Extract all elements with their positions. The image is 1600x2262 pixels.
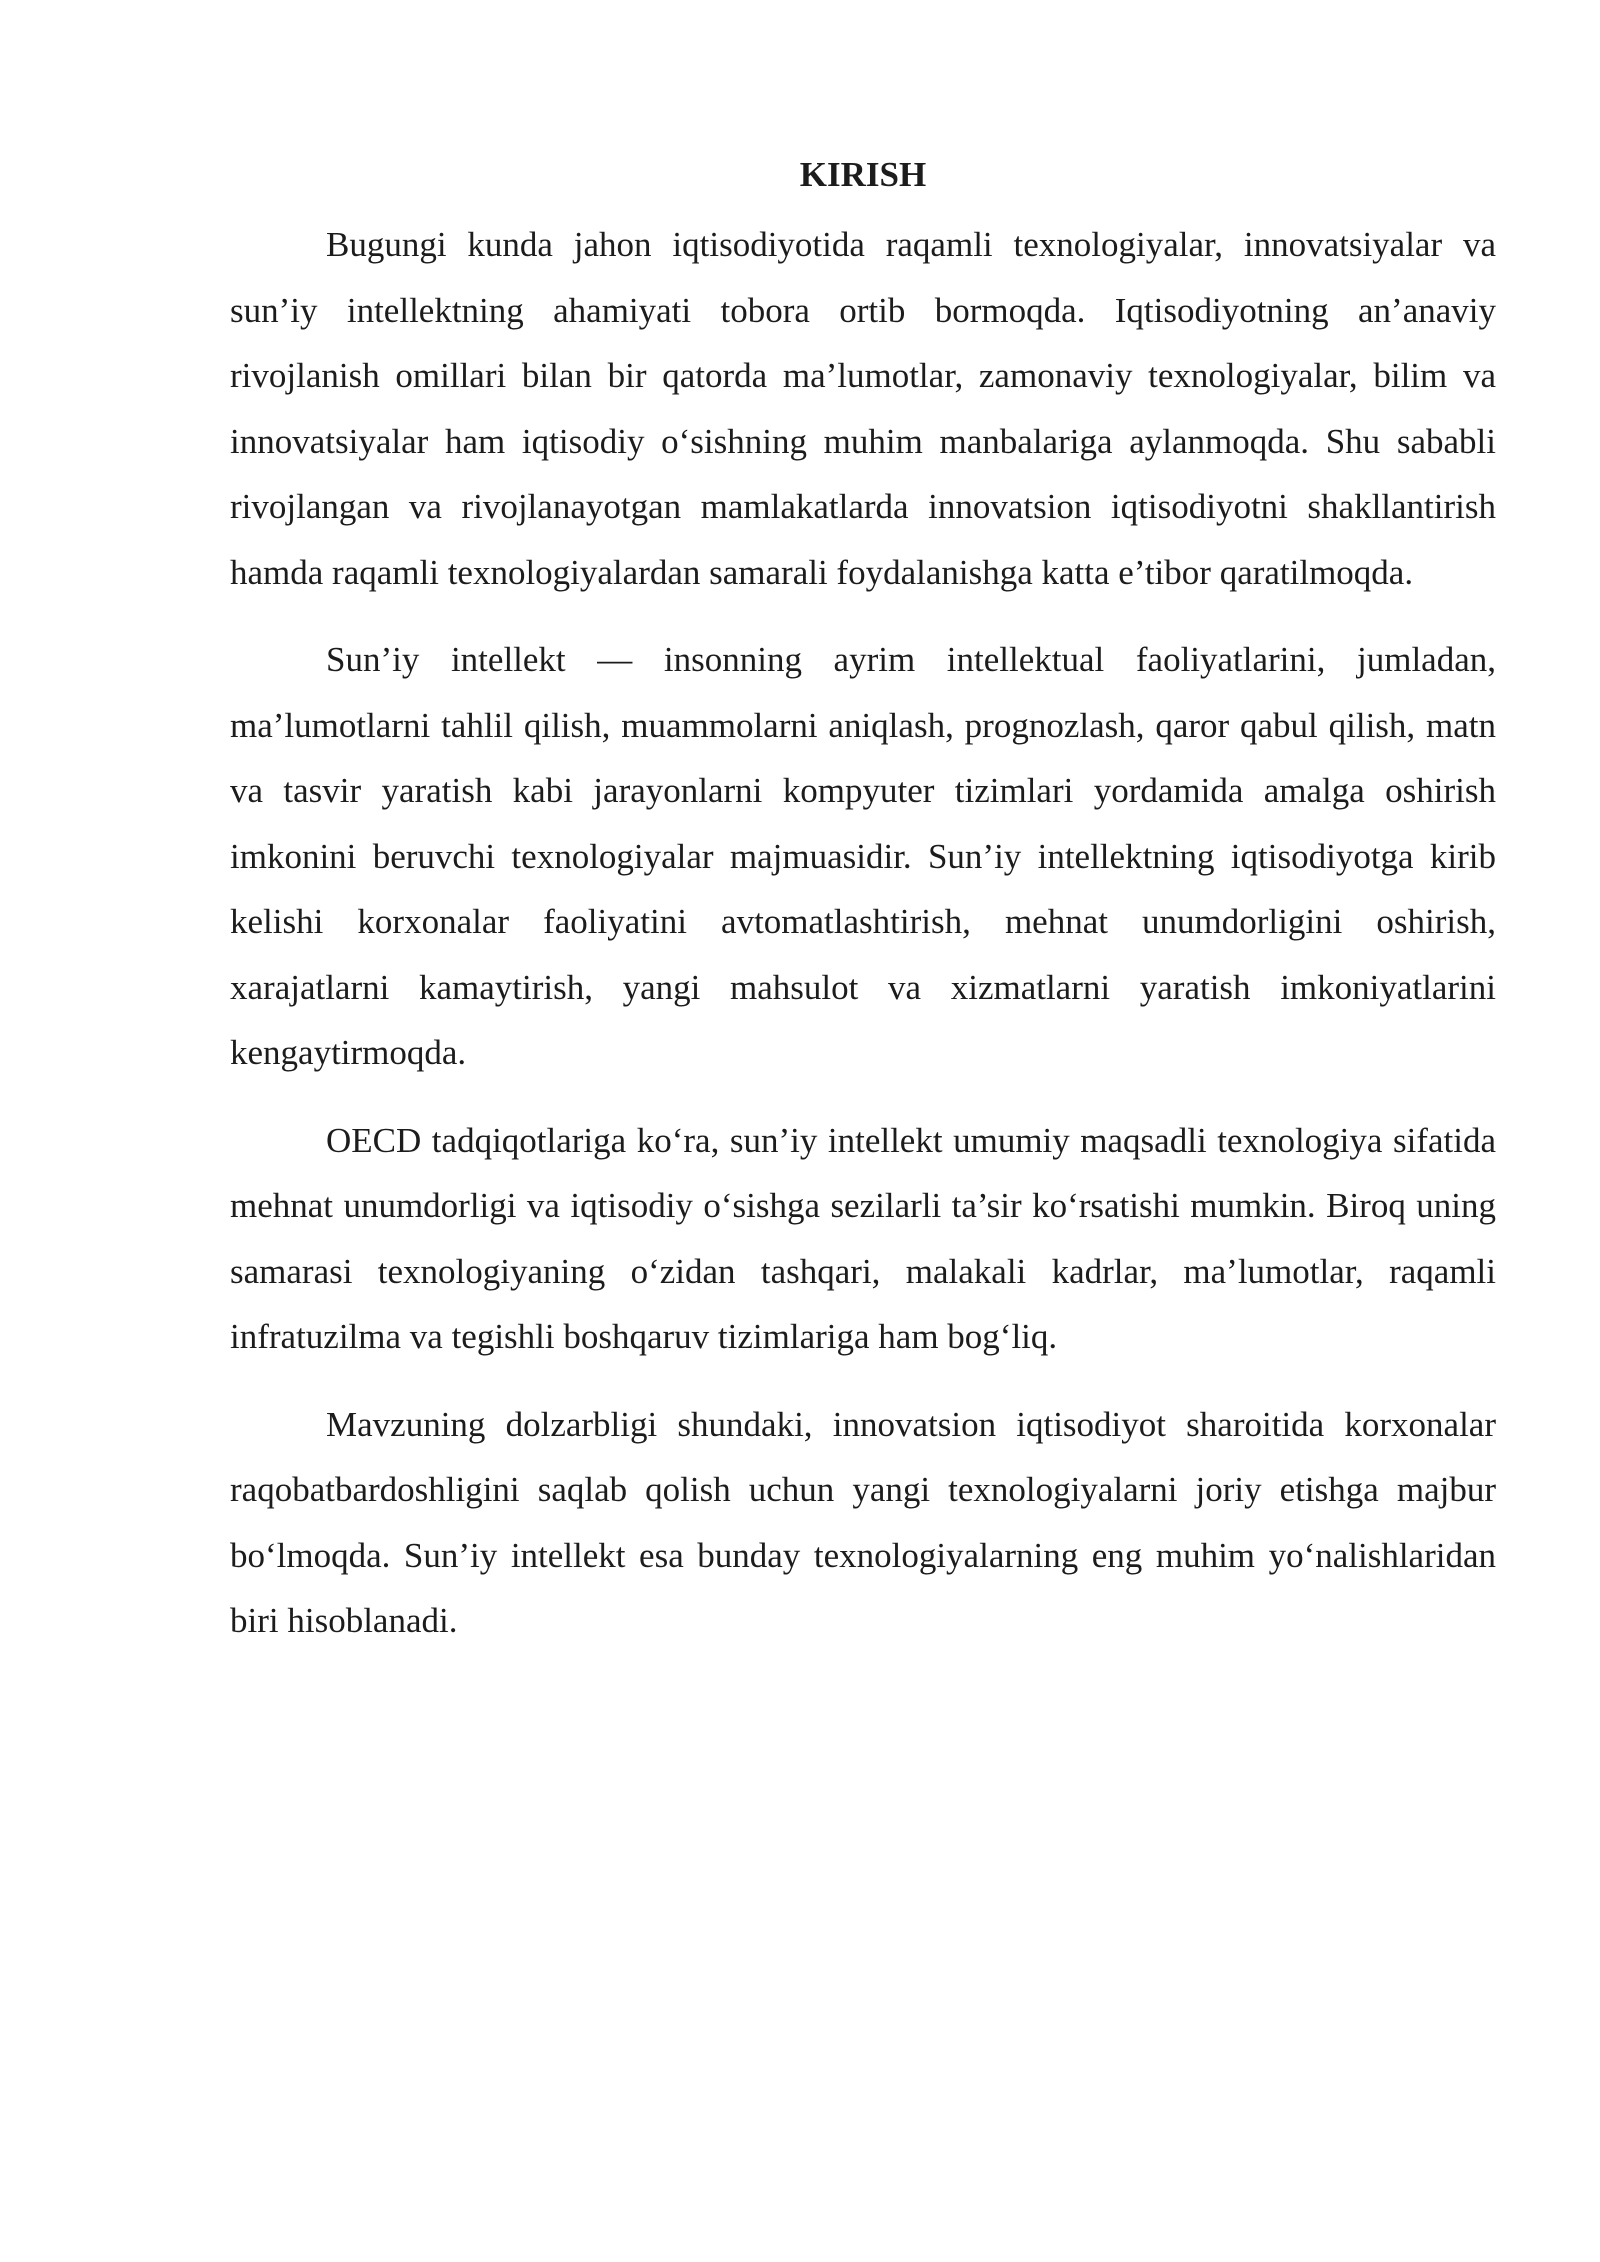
paragraph-2: Sun’iy intellekt — insonning ayrim intellektual faoliyatlarini, jumladan, ma’lumotlarni tahlil qilish, muammolarni aniqlash, prognozlash, qaror qabul qilish, matn va tasvir yaratish kabi jarayonlarni kompyuter tizimlari yordamida amalga oshirish imkonini beruvchi texnologiyalar majmuasidir. Sun’iy intellektning iqtisodiyotga kirib kelishi korxonalar faoliyatini avtomatlashtirish, mehnat unumdorligini oshirish, xarajatlarni kamaytirish, yangi mahsulot va xizmatlarni yaratish imkoniyatlarini kengaytirmoqda. bbox=[230, 640, 1496, 1072]
paragraph-1: Bugungi kunda jahon iqtisodiyotida raqamli texnologiyalar, innovatsiyalar va sun’iy intellektning ahamiyati tobora ortib bormoqda. Iqtisodiyotning an’anaviy rivojlanish omillari bilan bir qatorda ma’lumotlar, zamonaviy texnologiyalar, bilim va innovatsiyalar ham iqtisodiy o‘sishning muhim manbalariga aylanmoqda. Shu sababli rivojlangan va rivojlanayotgan mamlakatlarda innovatsion iqtisodiyotni shakllantirish hamda raqamli texnologiyalardan samarali foydalanishga katta e’tibor qaratilmoqda. bbox=[230, 225, 1496, 592]
document-body bbox=[230, 150, 1496, 1676]
paragraph-3: OECD tadqiqotlariga ko‘ra, sun’iy intellekt umumiy maqsadli texnologiya sifatida mehnat unumdorligi va iqtisodiy o‘sishga sezilarli ta’sir ko‘rsatishi mumkin. Biroq uning samarasi texnologiyaning o‘zidan tashqari, malakali kadrlar, ma’lumotlar, raqamli infratuzilma va tegishli boshqaruv tizimlariga ham bog‘liq. bbox=[230, 1120, 1496, 1356]
section-title: KIRISH bbox=[799, 155, 927, 194]
paragraph-4: Mavzuning dolzarbligi shundaki, innovatsion iqtisodiyot sharoitida korxonalar raqobatbardoshligini saqlab qolish uchun yangi texnologiyalarni joriy etishga majbur bo‘lmoqda. Sun’iy intellekt esa bunday texnologiyalarning eng muhim yo‘nalishlaridan biri hisoblanadi. bbox=[230, 1404, 1496, 1640]
